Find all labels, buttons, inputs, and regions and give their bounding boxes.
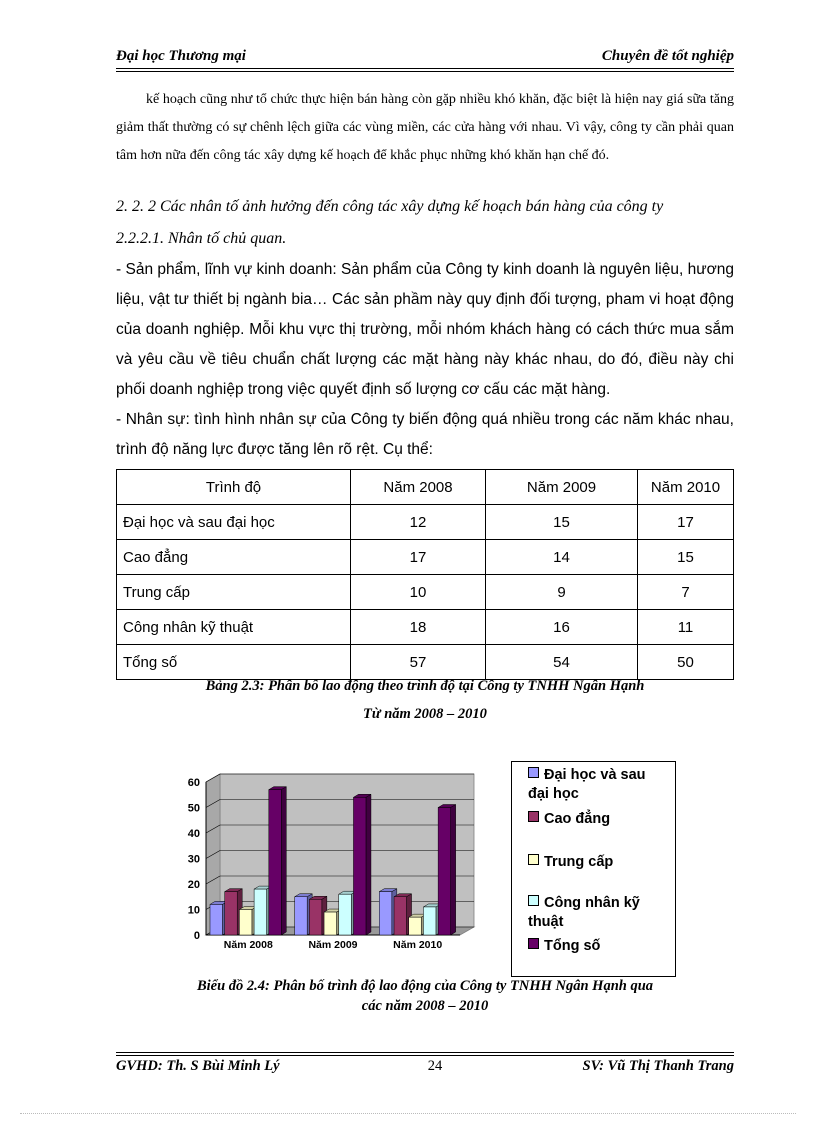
x-tick-label: Năm 2010 [393, 939, 443, 951]
table-cell: 54 [486, 645, 638, 680]
bar [353, 797, 366, 935]
footer-left: GVHD: Th. S Bùi Minh Lý [116, 1058, 280, 1074]
page-edge-dots [20, 1113, 796, 1114]
table-cell: 17 [351, 540, 486, 575]
bar [210, 904, 223, 935]
chart-caption-line1: Biểu đồ 2.4: Phân bố trình độ lao động của Công ty TNHH Ngân Hạnh qua [196, 978, 654, 994]
footer-rule-2 [116, 1055, 734, 1056]
table-header-row [117, 470, 734, 505]
body-paragraph-staff: - Nhân sự: tình hình nhân sự của Công ty biến động quá nhiều trong các năm khác nhau, trình độ năng lực được tăng lên rõ rệt. Cụ thể: [116, 411, 734, 458]
bar [379, 892, 392, 935]
table-row [117, 610, 734, 645]
legend-item-college [528, 810, 668, 829]
footer-rule [116, 1052, 734, 1053]
legend-swatch [528, 854, 539, 865]
legend-label: Cao đẳng [544, 811, 611, 827]
bar [295, 897, 308, 935]
y-tick-label: 50 [187, 802, 200, 815]
legend-swatch [528, 938, 539, 949]
chart-caption-line2: các năm 2008 – 2010 [361, 998, 489, 1014]
staff-table [116, 469, 734, 680]
table-cell: 7 [638, 575, 734, 610]
paragraph-1: kế hoạch cũng như tổ chức thực hiện bán hàng còn gặp nhiều khó khăn, đặc biệt là hiện nay giá sữa tăng giảm thất thường có sự chênh lệch giữa các vùng miền, các cửa hàng với nhau. Vì vậy, công ty cần phải quan tâm hơn nữa đến công tác xây dựng kế hoạch để khắc phục những khó khăn hạn chế đó. [116, 92, 734, 163]
table-row [117, 505, 734, 540]
table-cell: 15 [486, 505, 638, 540]
table-cell: Đại học và sau đại học [117, 505, 351, 540]
bar [438, 808, 451, 936]
bar [309, 899, 322, 935]
subsection-heading: 2.2.2.1. Nhân tố chủ quan. [116, 230, 287, 247]
table-caption-line2: Từ năm 2008 – 2010 [363, 706, 487, 722]
legend-label-cont: thuật [528, 914, 564, 930]
table-cell: 15 [638, 540, 734, 575]
header-left: Đại học Thương mại [116, 48, 246, 64]
table-cell: 9 [486, 575, 638, 610]
table-cell: Công nhân kỹ thuật [117, 610, 351, 645]
page-number: 24 [427, 1058, 443, 1074]
y-tick-label: 40 [187, 828, 200, 840]
bar-side [451, 805, 456, 936]
bar [423, 907, 436, 935]
bar [254, 889, 267, 935]
table-cell: 10 [351, 575, 486, 610]
x-tick-label: Năm 2008 [223, 939, 273, 951]
bar [239, 910, 252, 936]
chart-legend [511, 761, 676, 977]
bar-side [281, 787, 286, 935]
legend-label: Công nhân kỹ [544, 895, 640, 911]
table-row [117, 575, 734, 610]
table-cell: Trung cấp [117, 575, 351, 610]
y-tick-label: 10 [187, 904, 200, 917]
table-cell: 16 [486, 610, 638, 645]
table-header: Trình độ [117, 470, 351, 505]
bar [339, 894, 352, 935]
table-cell: 14 [486, 540, 638, 575]
bar [225, 892, 238, 935]
bar [324, 912, 337, 935]
table-header: Năm 2008 [351, 470, 486, 505]
y-tick-label: 60 [187, 777, 200, 789]
table-cell: 18 [351, 610, 486, 645]
legend-swatch [528, 811, 539, 822]
legend-label: Đại học và sau [544, 767, 646, 783]
body-paragraph-products: - Sản phẩm, lĩnh vự kinh doanh: Sản phẩm của Công ty kinh doanh là nguyên liệu, hương liệu, vật tư thiết bị ngành bia… Các sản phầm này quy định đối tượng, pham vi hoạt động của doanh nghiệp. Mỗi khu vực thị trường, mỗi nhóm khách hàng có cách thức mua sắm và yêu cầu về tiêu chuẩn chất lượng các mặt hàng này khác nhau, do đó, điều này chi phối doanh nghiệp trong việc quyết định số lượng cơ cấu các mặt hàng. [116, 261, 734, 398]
table-cell: Tổng số [117, 645, 351, 680]
bar [394, 897, 407, 935]
table-header: Năm 2010 [638, 470, 734, 505]
legend-label-cont: đại học [528, 786, 579, 802]
y-tick-label: 20 [187, 879, 200, 891]
x-tick-label: Năm 2009 [308, 939, 358, 951]
bar [409, 917, 422, 935]
header-rule [116, 68, 734, 69]
legend-label: Trung cấp [544, 854, 614, 870]
table-cell: 57 [351, 645, 486, 680]
legend-item-technician [528, 894, 668, 932]
intro-paragraph [116, 86, 734, 170]
section-heading: 2. 2. 2 Các nhân tố ảnh hưởng đến công tác xây dựng kế hoạch bán hàng của công ty [116, 198, 664, 215]
bar [269, 790, 282, 935]
legend-label: Tổng số [544, 938, 601, 954]
table-cell: 12 [351, 505, 486, 540]
table-row [117, 645, 734, 680]
legend-item-vocational [528, 853, 668, 872]
table-caption-line1: Bảng 2.3: Phân bố lao động theo trình độ tại Công ty TNHH Ngân Hạnh [205, 678, 645, 694]
body-text [116, 255, 734, 465]
y-tick-label: 30 [187, 853, 200, 866]
staff-bar-chart [172, 772, 482, 951]
table-row [117, 540, 734, 575]
table-cell: 50 [638, 645, 734, 680]
table-cell: Cao đẳng [117, 540, 351, 575]
table-cell: 11 [638, 610, 734, 645]
y-tick-label: 0 [193, 930, 200, 942]
legend-swatch [528, 767, 539, 778]
bar-side [366, 794, 371, 935]
table-cell: 17 [638, 505, 734, 540]
header-right: Chuyên đề tốt nghiệp [601, 48, 734, 64]
legend-item-total [528, 937, 668, 956]
header-rule-2 [116, 71, 734, 72]
table-header: Năm 2009 [486, 470, 638, 505]
legend-swatch [528, 895, 539, 906]
footer-right: SV: Vũ Thị Thanh Trang [582, 1058, 734, 1074]
legend-item-university [528, 766, 668, 804]
